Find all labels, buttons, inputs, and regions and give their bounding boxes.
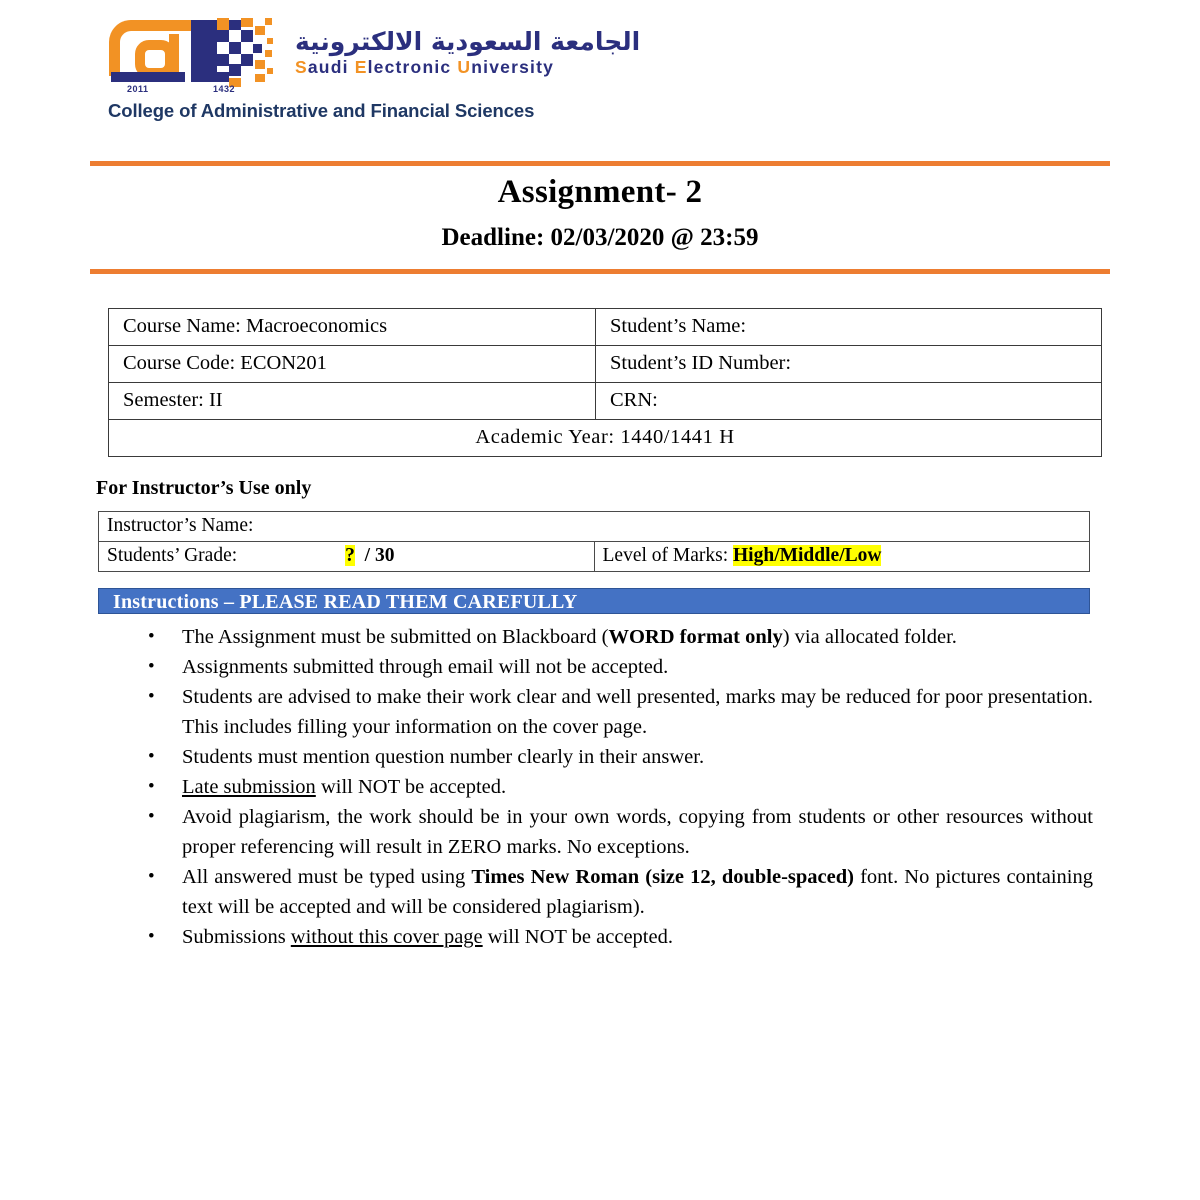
bullet-icon: • [148, 656, 155, 677]
emphasis-bold: Times New Roman (size 12, double-spaced) [471, 866, 854, 888]
list-item-text [182, 802, 1095, 862]
list-item-text [182, 862, 1095, 922]
text-run: Avoid plagiarism, the work should be in your own words, copying from students or other resources without proper referencing will result in ZERO marks. No exceptions. [182, 806, 1093, 858]
text-run: Submissions [182, 926, 291, 948]
logo-pixel [253, 44, 262, 53]
logo-year-hijri: 1432 [213, 84, 236, 94]
logo-pixel [217, 72, 229, 82]
text-run: Assignments submitted through email will not be accepted. [182, 656, 669, 678]
grade-value-highlight[interactable]: ? [345, 545, 355, 566]
bullet-icon: • [148, 866, 155, 887]
list-item [140, 652, 1095, 682]
text-run: will NOT be accepted. [315, 776, 507, 798]
page-title: Assignment- 2 [497, 174, 703, 210]
bullet-icon: • [148, 626, 155, 647]
instructions-banner [98, 588, 1090, 614]
logo-pixel [265, 18, 272, 25]
course-code-cell: Course Code: ECON201 [109, 346, 596, 383]
university-name-english: Saudi Electronic University [295, 57, 555, 78]
grade-total: / 30 [364, 545, 395, 566]
course-info-table [108, 308, 1102, 457]
list-item [140, 802, 1095, 862]
bullet-icon: • [148, 806, 155, 827]
logo-pixel [217, 54, 229, 66]
table-row [109, 383, 1102, 420]
level-of-marks-cell[interactable] [594, 542, 1090, 572]
logo-mark-icon [105, 16, 273, 94]
students-grade-cell[interactable] [99, 542, 595, 572]
students-grade-label: Students’ Grade: [107, 545, 238, 566]
emphasis-underline: Late submission [182, 776, 316, 798]
course-name-cell: Course Name: Macroeconomics [109, 309, 596, 346]
text-run: will NOT be accepted. [482, 926, 673, 948]
academic-year-cell: Academic Year: 1440/1441 H [109, 420, 1102, 457]
text-run: The Assignment must be submitted on Blackboard ( [182, 626, 609, 648]
student-name-cell[interactable]: Student’s Name: [596, 309, 1102, 346]
college-name: College of Administrative and Financial Sciences [108, 100, 535, 121]
table-row [109, 346, 1102, 383]
text-run: All answered must be typed using [182, 866, 472, 888]
list-item-text [182, 922, 1095, 952]
logo-pixel [255, 26, 265, 35]
logo-pixel [217, 18, 229, 30]
title-rule-bottom [90, 269, 1110, 274]
logo-wordmark [295, 28, 640, 79]
list-item [140, 622, 1095, 652]
bullet-icon: • [148, 746, 155, 767]
logo-pixel [267, 38, 273, 44]
text-run: font. No pictures containing text will be accepted and will be considered plagiarism). [182, 866, 1093, 918]
list-item [140, 862, 1095, 922]
list-item-text [182, 682, 1095, 742]
table-row [99, 512, 1090, 542]
instructions-banner-label: Instructions – PLEASE READ THEM CAREFULLY [113, 591, 578, 613]
logo-pixel [229, 42, 241, 54]
list-item [140, 772, 1095, 802]
list-item-text [182, 652, 1095, 682]
logo-pixel [241, 18, 253, 27]
logo-pixel [255, 60, 265, 69]
text-run: ) via allocated folder. [782, 626, 957, 648]
emphasis-bold: WORD [608, 626, 675, 648]
logo-year-gregorian: 2011 [127, 84, 149, 94]
logo-pixel [265, 50, 272, 57]
logo-pixel [241, 30, 253, 42]
bullet-icon: • [148, 776, 155, 797]
list-item [140, 742, 1095, 772]
logo-pixel [267, 68, 273, 74]
level-of-marks-value[interactable]: High/Middle/Low [733, 545, 882, 566]
bullet-icon: • [148, 926, 155, 947]
logo-base-bar [111, 72, 185, 82]
semester-cell: Semester: II [109, 383, 596, 420]
logo-pixel [229, 20, 241, 30]
emphasis-bold: format only [679, 626, 783, 648]
logo-pixel [229, 64, 241, 76]
instructor-name-cell[interactable]: Instructor’s Name: [99, 512, 1090, 542]
table-row [109, 309, 1102, 346]
bullet-icon: • [148, 686, 155, 707]
crn-cell[interactable]: CRN: [596, 383, 1102, 420]
instructions-list [140, 622, 1095, 952]
list-item-text [182, 622, 1095, 652]
list-item-text [182, 772, 1095, 802]
logo-pixel [241, 54, 253, 66]
university-logo [105, 16, 640, 94]
logo-pixel [255, 74, 265, 82]
list-item-text [182, 742, 1095, 772]
student-id-cell[interactable]: Student’s ID Number: [596, 346, 1102, 383]
level-of-marks-label: Level of Marks: [602, 545, 729, 566]
deadline-text: Deadline: 02/03/2020 @ 23:59 [441, 224, 759, 251]
instructor-grade-table [98, 511, 1090, 572]
title-rule-top [90, 161, 1110, 166]
list-item [140, 922, 1095, 952]
text-run: Students are advised to make their work clear and well presented, marks may be reduced for poor presentation. This includes filling your information on the cover page. [182, 686, 1093, 738]
logo-pixel [217, 30, 229, 42]
instructor-use-heading: For Instructor’s Use only [96, 477, 312, 499]
logo-dot [111, 74, 117, 80]
text-run: Students must mention question number clearly in their answer. [182, 746, 705, 768]
emphasis-underline: without this cover page [290, 926, 483, 948]
table-row [99, 542, 1090, 572]
logo-pixel [191, 20, 217, 82]
list-item [140, 682, 1095, 742]
table-row [109, 420, 1102, 457]
university-name-arabic: الجامعة السعودية الالكترونية [295, 26, 641, 56]
